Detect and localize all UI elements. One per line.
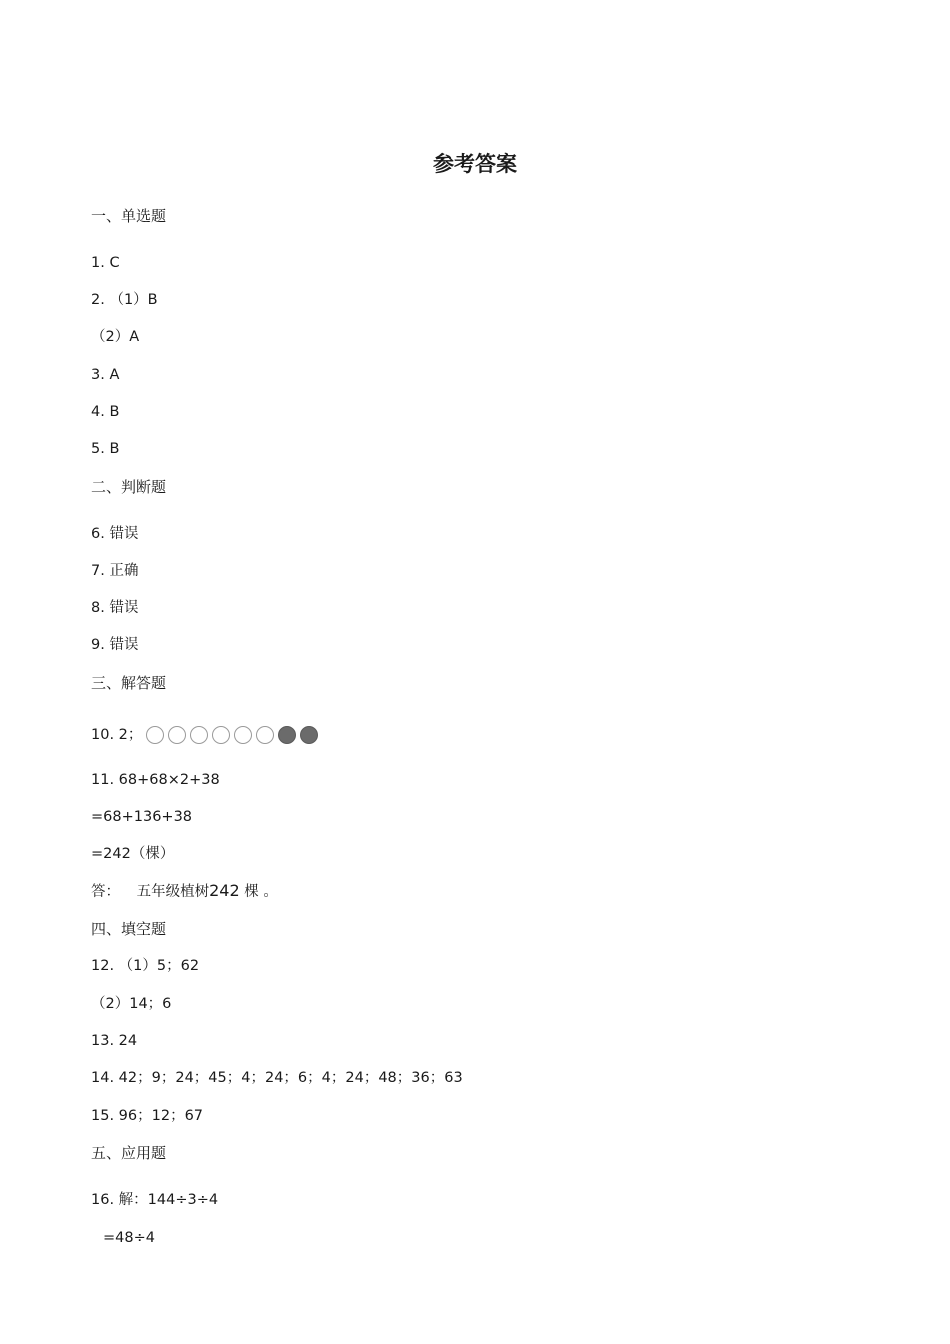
answer-16-step-2: =48÷4 [103, 1230, 155, 1246]
empty-circle-icon [212, 726, 230, 744]
answer-1: 1. C [91, 255, 120, 271]
section-heading-true-false: 二、判断题 [91, 478, 167, 496]
answer-period: 。 [263, 884, 278, 900]
answer-10 [91, 725, 318, 745]
answer-11-step-2: =68+136+38 [91, 809, 193, 825]
page-title: 参考答案 [433, 152, 517, 176]
section-heading-fill-blank: 四、填空题 [91, 920, 167, 938]
filled-circle-icon [300, 726, 318, 744]
answer-11-conclusion [91, 881, 278, 902]
answer-9: 9. 错误 [91, 637, 139, 653]
empty-circle-icon [256, 726, 274, 744]
answer-prefix: 答： [91, 884, 120, 900]
answer-2-part-2: （2）A [91, 329, 140, 345]
answer-13: 13. 24 [91, 1033, 138, 1049]
answer-3: 3. A [91, 367, 120, 383]
answer-16: 16. 解：144÷3÷4 [91, 1192, 219, 1208]
answer-11-step-3: =242（棵） [91, 846, 175, 862]
answer-number: 242 [209, 881, 240, 900]
answer-11: 11. 68+68×2+38 [91, 772, 220, 788]
circle-diagram [146, 726, 318, 744]
answer-text: 五年级植树 [136, 884, 210, 900]
answer-10-label: 10. 2； [91, 727, 143, 743]
empty-circle-icon [190, 726, 208, 744]
answer-2: 2. （1）B [91, 292, 158, 308]
answer-8: 8. 错误 [91, 600, 139, 616]
filled-circle-icon [278, 726, 296, 744]
answer-6: 6. 错误 [91, 526, 139, 542]
answer-12: 12. （1）5；62 [91, 958, 200, 974]
answer-14: 14. 42；9；24；45；4；24；6；4；24；48；36；63 [91, 1070, 463, 1086]
answer-4: 4. B [91, 404, 120, 420]
empty-circle-icon [168, 726, 186, 744]
section-heading-application: 五、应用题 [91, 1144, 167, 1162]
answer-7: 7. 正确 [91, 563, 139, 579]
answer-15: 15. 96；12；67 [91, 1108, 204, 1124]
section-heading-solution: 三、解答题 [91, 674, 167, 692]
answer-12-part-2: （2）14；6 [91, 996, 172, 1012]
answer-5: 5. B [91, 441, 120, 457]
empty-circle-icon [234, 726, 252, 744]
answer-unit: 棵 [244, 884, 259, 900]
empty-circle-icon [146, 726, 164, 744]
section-heading-single-choice: 一、单选题 [91, 207, 167, 225]
